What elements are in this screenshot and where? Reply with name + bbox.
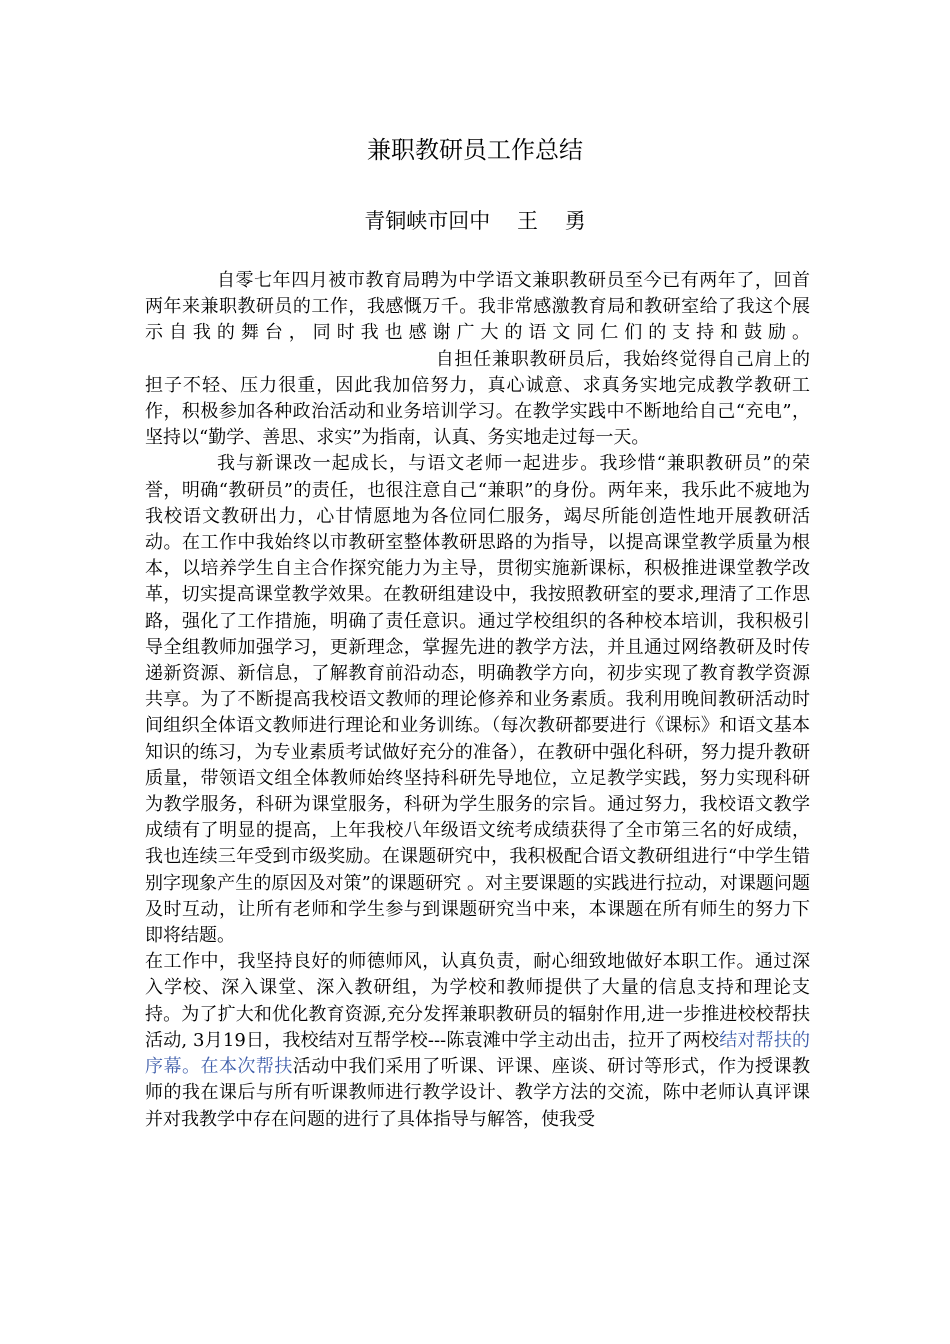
author-line: 青铜峡市回中 王 勇 xyxy=(364,209,586,233)
document-body xyxy=(145,268,810,1133)
paragraph-2: 我与新课改一起成长，与语文老师一起进步。我珍惜“兼职教研员”的荣誉，明确“教研员”的责任，也很注意自己“兼职”的身份。两年来，我乐此不疲地为我校语文教研出力，心甘情愿地为各位同仁服务，竭尽所能创造性地开展教研活动。在工作中我始终以市教研室整体教研思路的为指导，以提高课堂教学质量为根本，以培养学生自主合作探究能力为主导，贯彻实施新课标，积极推进课堂教学改革，切实提高课堂教学效果。在教研组建设中，我按照教研室的要求,理清了工作思路，强化了工作措施，明确了责任意识。通过学校组织的各种校本培训，我积极引导全组教师加强学习，更新理念，掌握先进的教学方法，并且通过网络教研及时传递新资源、新信息，了解教育前沿动态，明确教学方向，初步实现了教育教学资源共享。为了不断提高我校语文教师的理论修养和业务素质。我利用晚间教研活动时间组织全体语文教师进行理论和业务训练。（每次教研都要进行《课标》和语文基本知识的练习，为专业素质考试做好充分的准备），在教研中强化科研，努力提升教研质量，带领语文组全体教师始终坚持科研先导地位，立足教学实践，努力实现科研为教学服务，科研为课堂服务，科研为学生服务的宗旨。通过努力，我校语文教学成绩有了明显的提高，上年我校八年级语文统考成绩获得了全市第三名的好成绩，我也连续三年受到市级奖励。在课题研究中，我积极配合语文教研组进行“中学生错别字现象产生的原因及对策”的课题研究 。对主要课题的实践进行拉动，对课题问题及时互动，让所有老师和学生参与到课题研究当中来，本课题在所有师生的努力下即将结题。 xyxy=(145,453,810,947)
paragraph-3-highlight: 结对帮扶的序幕。在本次帮扶 xyxy=(145,1029,811,1078)
paragraph-1-part-a: 自零七年四月被市教育局聘为中学语文兼职教研员至今已有两年了，回首两年来兼职教研员的工作，我感慨万千。我非常感激教育局和教研室给了我这个展示自我的舞台，同时我也感谢广大的语文同仁们的支持和鼓励。 xyxy=(145,270,810,344)
paragraph-3-part-a: 在工作中，我坚持良好的师德师风，认真负责，耐心细致地做好本职工作。通过深入学校、深入课堂、深入教研组，为学校和教师提供了大量的信息支持和理论支持。为了扩大和优化教育资源,充分发挥兼职教研员的辐射作用,进一步推进校校帮扶活动, 3月19日，我校结对互帮学校---陈袁滩中学主动出击，拉开了两校 xyxy=(145,951,810,1051)
paragraph-1 xyxy=(145,268,810,451)
paragraph-3-part-c: 活动中我们采用了听课、评课、座谈、研讨等形式，作为授课教师的我在课后与所有听课教师进行教学设计、教学方法的交流，陈中老师认真评课并对我教学中存在问题的进行了具体指导与解答，使我受 xyxy=(145,1056,811,1130)
paragraph-3 xyxy=(145,949,810,1132)
paragraph-1-part-b: 自担任兼职教研员后，我始终觉得自己肩上的担子不轻、压力很重，因此我加倍努力，真心诚意、求真务实地完成教学教研工作，积极参加各种政治活动和业务培训学习。在教学实践中不断地给自己“充电”，坚持以“勤学、善思、求实”为指南，认真、务实地走过每一天。 xyxy=(145,348,810,449)
document-title: 兼职教研员工作总结 xyxy=(367,136,583,164)
